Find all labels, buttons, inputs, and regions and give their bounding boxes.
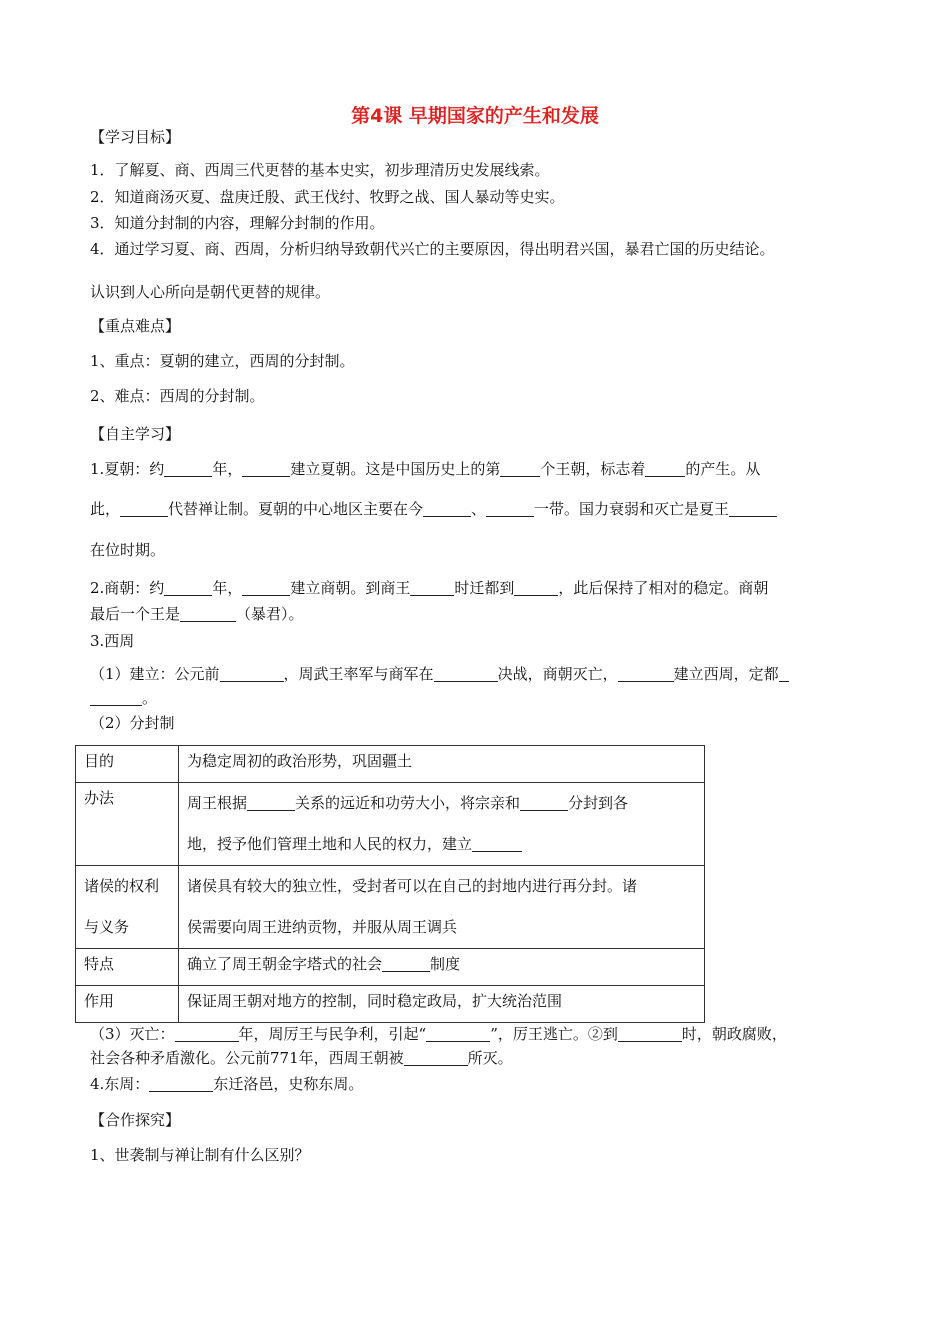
- table-value: 保证周王朝对地方的控制，同时稳定政局，扩大统治范围: [179, 986, 705, 1023]
- text: 建立夏朝。这是中国历史上的第: [290, 460, 501, 478]
- table-value: [179, 866, 705, 949]
- text: ”，厉王逃亡。②到: [490, 1025, 618, 1043]
- text: 分封到各: [568, 794, 629, 812]
- text: 1.夏朝：约: [90, 460, 165, 478]
- table-key: 特点: [76, 949, 179, 986]
- table-key: 目的: [76, 746, 179, 783]
- goal-2: 2．知道商汤灭夏、盘庚迁殷、武王伐纣、牧野之战、国人暴动等史实。: [90, 188, 565, 206]
- goal-3: 3．知道分封制的内容，理解分封制的作用。: [90, 214, 385, 232]
- xia-line-1: [90, 459, 760, 479]
- text: 个王朝，标志着: [540, 460, 646, 478]
- fill-blank[interactable]: [164, 460, 212, 477]
- fill-blank[interactable]: [779, 665, 789, 682]
- table-value: [179, 783, 705, 866]
- page-title: 第4课 早期国家的产生和发展: [351, 105, 599, 127]
- cell-line: [187, 824, 696, 865]
- table-row: [76, 866, 705, 949]
- fill-blank[interactable]: [149, 1075, 213, 1092]
- table-key: 作用: [76, 986, 179, 1023]
- fill-blank[interactable]: [423, 500, 471, 517]
- xizhou-heading: 3.西周: [90, 632, 135, 650]
- table-key: 办法: [76, 783, 179, 866]
- fill-blank[interactable]: [242, 460, 290, 477]
- goal-1: 1．了解夏、商、西周三代更替的基本史实，初步理清历史发展线索。: [90, 161, 550, 179]
- cell-line: 侯需要向周王进纳贡物，并服从周王调兵: [187, 918, 458, 936]
- text: 关系的远近和功劳大小，将宗亲和: [295, 794, 521, 812]
- text: 年，: [212, 460, 243, 478]
- text: 社会各种矛盾激化。公元前771年，西周王朝被: [90, 1049, 404, 1067]
- key-point-2: 2、难点：西周的分封制。: [90, 387, 265, 405]
- text: （暴君）。: [236, 605, 304, 623]
- fill-blank[interactable]: [514, 579, 558, 596]
- text: 决战，商朝灭亡，: [497, 665, 618, 683]
- text: 周王根据: [187, 794, 248, 812]
- fill-blank[interactable]: [180, 605, 236, 622]
- table-row: [76, 783, 705, 866]
- xizhou-line-1: [90, 664, 789, 684]
- text: 一带。国力衰弱和灭亡是夏王: [534, 500, 730, 518]
- fill-blank[interactable]: [618, 1025, 682, 1042]
- xizhou-line-2: [90, 688, 157, 708]
- text: （3）灭亡：: [90, 1025, 175, 1043]
- section-key: 【重点难点】: [90, 317, 181, 335]
- text: ，此后保持了相对的稳定。商朝: [558, 579, 769, 597]
- section-goals: 【学习目标】: [90, 128, 181, 146]
- fill-blank[interactable]: [220, 665, 284, 682]
- coop-question-1: 1、世袭制与禅让制有什么区别？: [90, 1146, 310, 1164]
- text: 建立商朝。到商王: [290, 579, 411, 597]
- text: 确立了周王朝金字塔式的社会: [187, 955, 383, 973]
- fenfeng-heading: （2）分封制: [90, 714, 175, 732]
- fill-blank[interactable]: [90, 689, 142, 706]
- mie-line-1: [90, 1024, 787, 1044]
- text: 地，授予他们管理土地和人民的权力，建立: [187, 835, 473, 853]
- text: 代替禅让制。夏朝的中心地区主要在今: [168, 500, 424, 518]
- text: （1）建立：公元前: [90, 665, 220, 683]
- text: 4.东周：: [90, 1075, 150, 1093]
- table-value: [179, 949, 705, 986]
- mie-line-2: [90, 1048, 513, 1068]
- text: 年，: [212, 579, 243, 597]
- cell-line: 与义务: [84, 918, 130, 936]
- text: 此，: [90, 500, 121, 518]
- fill-blank[interactable]: [247, 794, 295, 811]
- table-row: [76, 949, 705, 986]
- xia-line-2: [90, 499, 777, 519]
- text: 2.商朝：约: [90, 579, 165, 597]
- fill-blank[interactable]: [164, 579, 212, 596]
- xia-line-3: 在位时期。: [90, 541, 166, 559]
- text: 最后一个王是: [90, 605, 181, 623]
- fill-blank[interactable]: [645, 460, 685, 477]
- fill-blank[interactable]: [618, 665, 674, 682]
- fill-blank[interactable]: [382, 955, 430, 972]
- fill-blank[interactable]: [426, 1025, 490, 1042]
- key-point-1: 1、重点：夏朝的建立，西周的分封制。: [90, 352, 355, 370]
- cell-line: [187, 783, 696, 824]
- dongzhou-line: [90, 1074, 363, 1094]
- fill-blank[interactable]: [410, 579, 454, 596]
- fill-blank[interactable]: [404, 1049, 468, 1066]
- text: 制度: [430, 955, 461, 973]
- text: 、: [471, 500, 487, 518]
- fill-blank[interactable]: [242, 579, 290, 596]
- text: 年，周厉王与民争利，引起“: [238, 1025, 427, 1043]
- text: 时，朝政腐败，: [681, 1025, 787, 1043]
- text: 建立西周，定都: [673, 665, 779, 683]
- fill-blank[interactable]: [520, 794, 568, 811]
- table-row: [76, 986, 705, 1023]
- fill-blank[interactable]: [500, 460, 540, 477]
- goal-5: 认识到人心所向是朝代更替的规律。: [90, 283, 331, 301]
- section-self-study: 【自主学习】: [90, 425, 181, 443]
- fill-blank[interactable]: [120, 500, 168, 517]
- table-row: [76, 746, 705, 783]
- fill-blank[interactable]: [729, 500, 777, 517]
- shang-line-1: [90, 578, 768, 598]
- table-key: [76, 866, 179, 949]
- text: 东迁洛邑，史称东周。: [213, 1075, 364, 1093]
- fill-blank[interactable]: [175, 1025, 239, 1042]
- table-value: 为稳定周初的政治形势，巩固疆土: [179, 746, 705, 783]
- cell-line: 诸侯具有较大的独立性，受封者可以在自己的封地内进行再分封。诸: [187, 877, 638, 895]
- goal-4: 4．通过学习夏、商、西周，分析归纳导致朝代兴亡的主要原因，得出明君兴国，暴君亡国的历史结论。: [90, 240, 775, 258]
- shang-line-2: [90, 604, 304, 624]
- cell-line: 诸侯的权利: [84, 877, 160, 895]
- text: 的产生。从: [685, 460, 761, 478]
- section-coop: 【合作探究】: [90, 1111, 181, 1129]
- text: 。: [142, 689, 158, 707]
- fill-blank[interactable]: [472, 835, 522, 852]
- text: 所灭。: [467, 1049, 513, 1067]
- fill-blank[interactable]: [486, 500, 534, 517]
- text: ，周武王率军与商军在: [283, 665, 434, 683]
- fenfeng-table: [75, 745, 705, 1023]
- fill-blank[interactable]: [434, 665, 498, 682]
- text: 时迁都到: [454, 579, 515, 597]
